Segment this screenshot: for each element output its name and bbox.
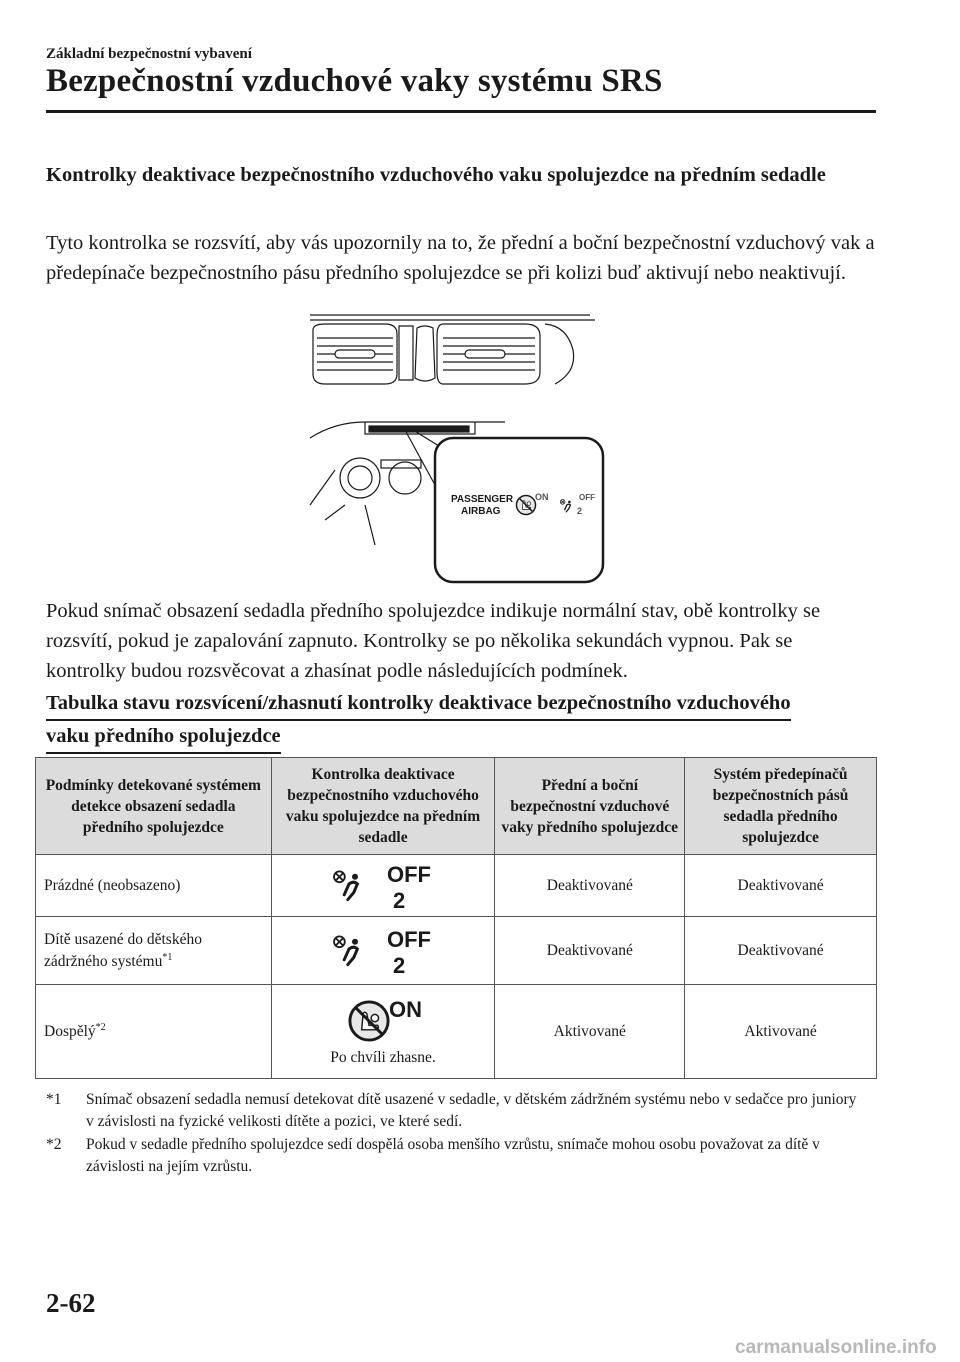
condition-cell: Dítě usazené do dětského zádržného systému$^{*1}$ <box>36 917 272 985</box>
header-pretensioner: Systém předepínačů bezpečnostních pásů sedadla předního spolujezdce <box>685 758 877 855</box>
airbags-status: Aktivované <box>495 985 685 1079</box>
title-rule <box>46 110 876 113</box>
page-title: Bezpečnostní vzduchové vaky systému SRS <box>46 63 663 99</box>
pretensioner-status: Deaktivované <box>685 855 877 917</box>
airbag-on-indicator-icon <box>331 995 435 1045</box>
table-heading <box>46 688 858 754</box>
air-vents-drawing <box>310 315 595 384</box>
page-number: 2-62 <box>46 1288 96 1318</box>
svg-text:OFF: OFF <box>387 926 432 952</box>
panel-label-passenger: PASSENGER <box>451 494 514 505</box>
airbags-status: Deaktivované <box>495 917 685 985</box>
footnote-text: Pokud v sedadle předního spolujezdce sedí dospělá osoba menšího vzrůstu, snímače mohou osobu považovat za dítě v závislosti na jejím vzrůstu. <box>86 1136 820 1175</box>
table-header-row <box>36 758 877 855</box>
intro-paragraph: Tyto kontrolka se rozsvítí, aby vás upozornily na to, že přední a boční bezpečnostní vzduchový vak a předepínače bezpečnostního pásu předního spolujezdce se při kolizi buď aktivují nebo neaktivují. <box>46 232 875 284</box>
pretensioner-status: Aktivované <box>685 985 877 1079</box>
svg-text:ON: ON <box>389 996 423 1022</box>
panel-label-airbag: AIRBAG <box>461 506 501 517</box>
pretensioner-status: Deaktivované <box>685 917 877 985</box>
svg-text:2: 2 <box>393 952 406 977</box>
footnote-mark: *1 <box>46 1091 62 1108</box>
footnote-mark: *2 <box>46 1136 62 1153</box>
header-airbags: Přední a boční bezpečnostní vzduchové vaky předního spolujezdce <box>495 758 685 855</box>
section-label: Základní bezpečnostní vybavení <box>46 46 252 62</box>
panel-off-label: OFF <box>579 493 595 502</box>
indicator-cell <box>271 855 495 917</box>
panel-off-number: 2 <box>577 506 583 516</box>
indicator-cell <box>271 917 495 985</box>
svg-text:2: 2 <box>393 887 406 912</box>
footnote-text: Snímač obsazení sedadla nemusí detekovat dítě usazené v sedadle, v dětském zádržném systému nebo v sedačce pro juniory v závislosti na fyzické velikosti dítěte a pozici, ve které sedí. <box>86 1091 857 1130</box>
header-indicator: Kontrolka deaktivace bezpečnostního vzduchového vaku spolujezdce na předním sedadle <box>271 758 495 855</box>
panel-airbag-on-icon <box>516 495 535 514</box>
header-condition: Podmínky detekované systémem detekce obsazení sedadla předního spolujezdce <box>36 758 272 855</box>
indicator-note: Po chvíli zhasne. <box>330 1048 436 1066</box>
table-row <box>36 985 877 1079</box>
svg-text:OFF: OFF <box>387 861 432 887</box>
watermark: carmanualsonline.info <box>735 1337 937 1358</box>
airbag-off-indicator-icon <box>331 925 435 977</box>
condition-cell: Prázdné (neobsazeno) <box>36 855 272 917</box>
airbag-off-indicator-icon <box>331 860 435 912</box>
footnote-2 <box>46 1134 866 1184</box>
description-paragraph: Pokud snímač obsazení sedadla předního spolujezdce indikuje normální stav, obě kontrolky se rozsvítí, pokud je zapalování zapnuto. Kontrolky se po několika sekundách vypnou. Pak se kontrolky budou rozsvěcovat a zhasínat podle následujících podmínek. <box>46 600 821 682</box>
indicator-cell <box>271 985 495 1079</box>
condition-cell: Dospělý$^{*2}$ <box>36 985 272 1079</box>
panel-on-label: ON <box>535 492 549 502</box>
table-heading-line1: Tabulka stavu rozsvícení/zhasnutí kontrolky deaktivace bezpečnostního vzduchového <box>46 688 791 721</box>
dashboard-illustration <box>305 310 610 590</box>
table-row <box>36 917 877 985</box>
section-heading: Kontrolky deaktivace bezpečnostního vzduchového vaku spolujezdce na předním sedadle <box>46 164 826 186</box>
status-table <box>35 757 877 1079</box>
table-heading-line2: vaku předního spolujezdce <box>46 721 281 754</box>
table-row <box>36 855 877 917</box>
footnote-1 <box>46 1089 866 1139</box>
airbags-status: Deaktivované <box>495 855 685 917</box>
